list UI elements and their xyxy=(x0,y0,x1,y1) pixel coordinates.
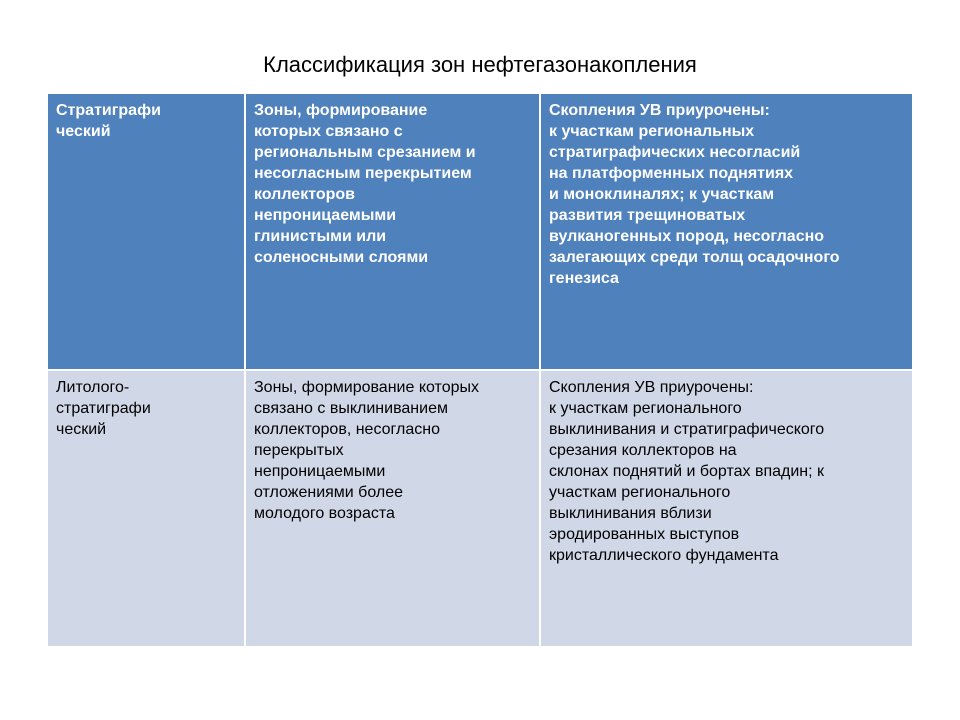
slide-title: Классификация зон нефтегазонакопления xyxy=(263,52,697,77)
cell-line: на платформенных поднятиях xyxy=(549,165,794,182)
cell-line: ческий xyxy=(56,421,107,438)
cell-line: региональным срезанием и xyxy=(254,144,476,161)
cell-line: ческий xyxy=(56,123,111,140)
cell-line: выклинивания и стратиграфического xyxy=(549,421,825,438)
accumulations-cell xyxy=(540,370,912,646)
cell-line: Зоны, формирование которых xyxy=(254,379,479,396)
cell-line: коллекторов, несогласно xyxy=(254,421,440,438)
cell-line: Зоны, формирование xyxy=(254,102,428,119)
cell-line: Скопления УВ приурочены: xyxy=(549,379,754,396)
cell-line: отложениями более xyxy=(254,484,404,501)
cell-line: эродированных выступов xyxy=(549,526,740,543)
classification-table xyxy=(48,94,912,646)
cell-line: перекрытых xyxy=(254,442,344,459)
cell-line: срезания коллекторов на xyxy=(549,442,737,459)
zones-cell xyxy=(245,94,540,370)
cell-line: молодого возраста xyxy=(254,505,395,522)
accumulations-cell xyxy=(540,94,912,370)
cell-line: к участкам регионального xyxy=(549,400,742,417)
cell-line: стратиграфических несогласий xyxy=(549,144,801,161)
table-row xyxy=(48,94,912,370)
cell-line: кристаллического фундамента xyxy=(549,547,779,564)
cell-line: участкам регионального xyxy=(549,484,731,501)
cell-line: вулканогенных пород, несогласно xyxy=(549,228,825,245)
cell-line: генезиса xyxy=(549,270,619,287)
cell-line: несогласным перекрытием xyxy=(254,165,472,182)
cell-line: соленосными слоями xyxy=(254,249,429,266)
cell-line: Литолого- xyxy=(56,379,130,396)
cell-line: стратиграфи xyxy=(56,400,151,417)
cell-line: Стратиграфи xyxy=(56,102,161,119)
cell-line: непроницаемыми xyxy=(254,207,397,224)
cell-line: к участкам региональных xyxy=(549,123,755,140)
cell-line: связано с выклиниванием xyxy=(254,400,448,417)
cell-line: которых связано с xyxy=(254,123,403,140)
cell-line: выклинивания вблизи xyxy=(549,505,712,522)
zones-cell xyxy=(245,370,540,646)
cell-line: залегающих среди толщ осадочного xyxy=(549,249,840,266)
table-row xyxy=(48,370,912,646)
cell-line: склонах поднятий и бортах впадин; к xyxy=(549,463,825,480)
cell-line: глинистыми или xyxy=(254,228,387,245)
cell-line: Скопления УВ приурочены: xyxy=(549,102,770,119)
type-cell xyxy=(48,370,245,646)
cell-line: непроницаемыми xyxy=(254,463,386,480)
cell-line: и моноклиналях; к участкам xyxy=(549,186,775,203)
cell-line: развития трещиноватых xyxy=(549,207,746,224)
cell-line: коллекторов xyxy=(254,186,355,203)
type-cell xyxy=(48,94,245,370)
